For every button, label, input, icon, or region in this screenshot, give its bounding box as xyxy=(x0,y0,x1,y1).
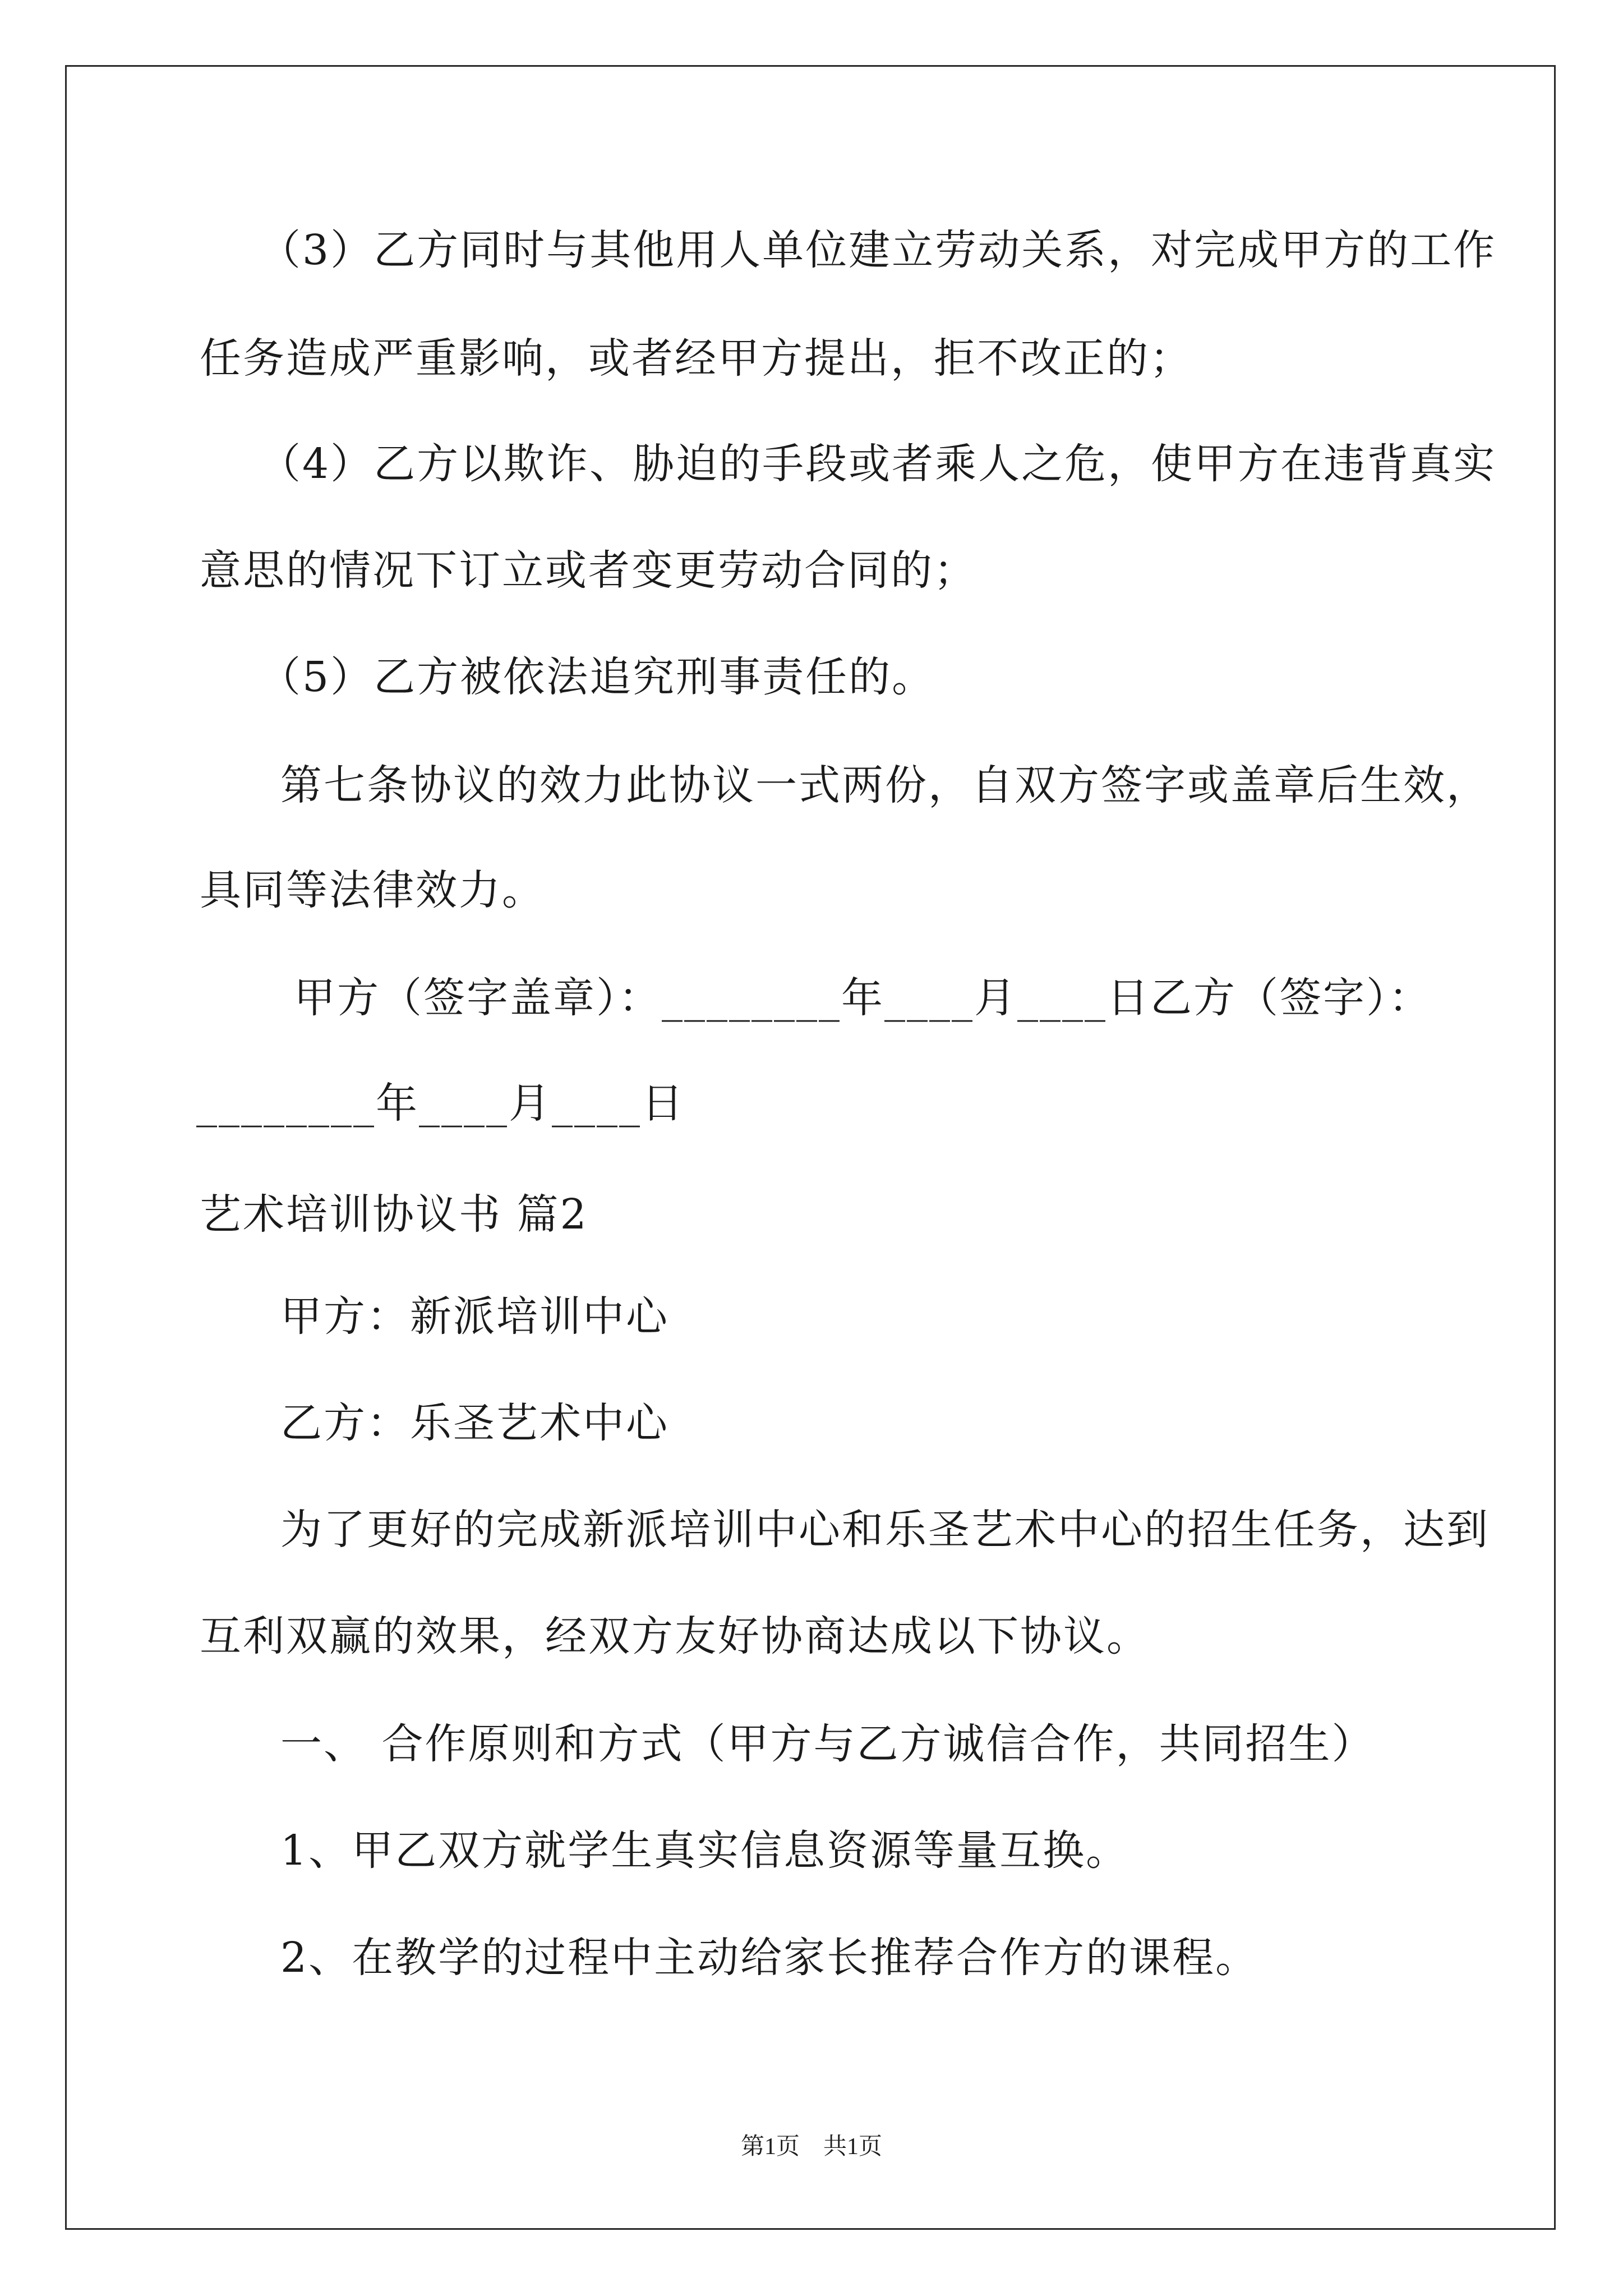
party-b: 乙方：乐圣艺术中心 xyxy=(280,1399,669,1447)
section-heading: 艺术培训协议书 篇2 xyxy=(200,1190,588,1239)
clause-heading: 一、 合作原则和方式（甲方与乙方诚信合作，共同招生） xyxy=(280,1720,1375,1768)
clause-item: 1、甲乙双方就学生真实信息资源等量互换。 xyxy=(280,1826,1129,1875)
page-border xyxy=(65,65,1556,2230)
paragraph-line: 具同等法律效力。 xyxy=(200,866,545,914)
paragraph-line: （5）乙方被依法追究刑事责任的。 xyxy=(259,653,935,701)
signature-line: 甲方（签字盖章）：________年____月____日乙方（签字）： xyxy=(294,974,1432,1022)
party-a: 甲方：新派培训中心 xyxy=(280,1292,669,1341)
signature-line: ________年____月____日 xyxy=(196,1079,685,1128)
paragraph-line: 第七条协议的效力此协议一式两份，自双方签字或盖章后生效， xyxy=(280,761,1490,809)
paragraph-line: （3）乙方同时与其他用人单位建立劳动关系，对完成甲方的工作 xyxy=(259,226,1497,274)
paragraph-line: 互利双赢的效果，经双方友好协商达成以下协议。 xyxy=(200,1612,1150,1660)
paragraph-line: 意思的情况下订立或者变更劳动合同的； xyxy=(200,546,977,595)
paragraph-line: 任务造成严重影响，或者经甲方提出，拒不改正的； xyxy=(200,334,1193,383)
clause-item: 2、在教学的过程中主动给家长推荐合作方的课程。 xyxy=(280,1934,1259,1982)
paragraph-line: （4）乙方以欺诈、胁迫的手段或者乘人之危，使甲方在违背真实 xyxy=(259,440,1497,488)
paragraph-line: 为了更好的完成新派培训中心和乐圣艺术中心的招生任务，达到 xyxy=(280,1506,1490,1554)
page-number: 第1页 共1页 xyxy=(740,2134,882,2160)
